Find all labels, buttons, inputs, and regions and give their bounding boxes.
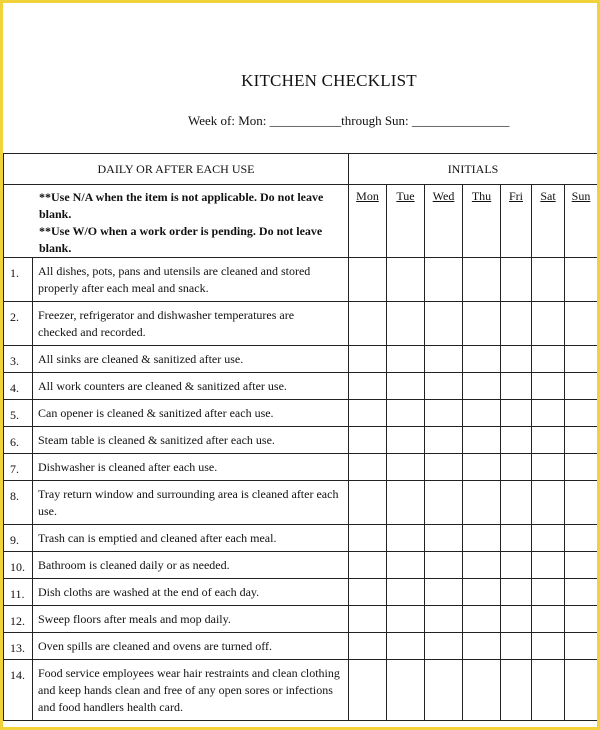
initials-cell-sun[interactable] bbox=[565, 660, 598, 721]
task-cell bbox=[33, 427, 349, 454]
notes-row bbox=[4, 185, 598, 258]
initials-cell-fri[interactable] bbox=[501, 552, 532, 579]
initials-cell-fri[interactable] bbox=[501, 454, 532, 481]
section-header: DAILY OR AFTER EACH USE bbox=[4, 154, 349, 185]
initials-cell-thu[interactable] bbox=[463, 579, 501, 606]
initials-cell-tue[interactable] bbox=[387, 606, 425, 633]
initials-cell-wed[interactable] bbox=[425, 427, 463, 454]
task-row bbox=[4, 633, 598, 660]
initials-cell-tue[interactable] bbox=[387, 346, 425, 373]
initials-cell-sun[interactable] bbox=[565, 481, 598, 525]
initials-cell-fri[interactable] bbox=[501, 481, 532, 525]
initials-cell-mon[interactable] bbox=[349, 258, 387, 302]
task-cell bbox=[33, 660, 349, 721]
initials-cell-sun[interactable] bbox=[565, 302, 598, 346]
task-description: Bathroom is cleaned daily or as needed. bbox=[38, 558, 230, 572]
initials-cell-tue[interactable] bbox=[387, 660, 425, 721]
initials-cell-sat[interactable] bbox=[532, 400, 565, 427]
task-description: All work counters are cleaned & sanitized after use. bbox=[38, 379, 287, 393]
task-number: 5. bbox=[4, 400, 33, 427]
initials-cell-thu[interactable] bbox=[463, 552, 501, 579]
initials-cell-thu[interactable] bbox=[463, 525, 501, 552]
initials-cell-wed[interactable] bbox=[425, 258, 463, 302]
initials-cell-sat[interactable] bbox=[532, 346, 565, 373]
initials-cell-tue[interactable] bbox=[387, 400, 425, 427]
task-cell bbox=[33, 606, 349, 633]
initials-cell-wed[interactable] bbox=[425, 525, 463, 552]
initials-cell-mon[interactable] bbox=[349, 606, 387, 633]
task-row bbox=[4, 525, 598, 552]
initials-cell-tue[interactable] bbox=[387, 525, 425, 552]
initials-cell-wed[interactable] bbox=[425, 373, 463, 400]
initials-cell-sun[interactable] bbox=[565, 427, 598, 454]
initials-cell-mon[interactable] bbox=[349, 481, 387, 525]
initials-cell-sun[interactable] bbox=[565, 258, 598, 302]
task-description: Tray return window and surrounding area is cleaned after each use. bbox=[38, 487, 339, 518]
task-number: 4. bbox=[4, 373, 33, 400]
task-number: 2. bbox=[4, 302, 33, 346]
initials-cell-mon[interactable] bbox=[349, 400, 387, 427]
task-description: Trash can is emptied and cleaned after each meal. bbox=[38, 531, 277, 545]
initials-cell-tue[interactable] bbox=[387, 633, 425, 660]
initials-cell-sun[interactable] bbox=[565, 633, 598, 660]
note-na: **Use N/A when the item is not applicable. Do not leave blank. bbox=[39, 190, 324, 221]
initials-cell-tue[interactable] bbox=[387, 552, 425, 579]
initials-cell-thu[interactable] bbox=[463, 633, 501, 660]
task-number: 10. bbox=[4, 552, 33, 579]
initials-cell-mon[interactable] bbox=[349, 525, 387, 552]
task-row bbox=[4, 400, 598, 427]
initials-cell-sun[interactable] bbox=[565, 454, 598, 481]
task-cell bbox=[33, 373, 349, 400]
task-description: All sinks are cleaned & sanitized after use. bbox=[38, 352, 244, 366]
initials-cell-sun[interactable] bbox=[565, 373, 598, 400]
initials-cell-thu[interactable] bbox=[463, 302, 501, 346]
page-title: KITCHEN CHECKLIST bbox=[241, 71, 417, 90]
initials-cell-wed[interactable] bbox=[425, 346, 463, 373]
initials-cell-sat[interactable] bbox=[532, 525, 565, 552]
initials-cell-sun[interactable] bbox=[565, 400, 598, 427]
task-number: 14. bbox=[4, 660, 33, 721]
task-description: Food service employees wear hair restraints and clean clothing and keep hands clean and free of any open sores or infections and food handlers health card. bbox=[38, 666, 340, 714]
initials-cell-mon[interactable] bbox=[349, 346, 387, 373]
initials-cell-thu[interactable] bbox=[463, 606, 501, 633]
task-cell bbox=[33, 346, 349, 373]
task-row bbox=[4, 258, 598, 302]
task-row bbox=[4, 552, 598, 579]
task-description: Can opener is cleaned & sanitized after each use. bbox=[38, 406, 274, 420]
initials-cell-thu[interactable] bbox=[463, 427, 501, 454]
initials-cell-mon[interactable] bbox=[349, 454, 387, 481]
initials-cell-fri[interactable] bbox=[501, 660, 532, 721]
task-number: 12. bbox=[4, 606, 33, 633]
task-row bbox=[4, 373, 598, 400]
task-description: All dishes, pots, pans and utensils are cleaned and stored properly after each meal and snack. bbox=[38, 264, 311, 295]
initials-cell-wed[interactable] bbox=[425, 552, 463, 579]
day-header-thu: Thu bbox=[463, 185, 501, 258]
task-number: 3. bbox=[4, 346, 33, 373]
initials-cell-sun[interactable] bbox=[565, 552, 598, 579]
day-header-sun: Sun bbox=[565, 185, 598, 258]
task-cell bbox=[33, 579, 349, 606]
task-row bbox=[4, 427, 598, 454]
initials-cell-mon[interactable] bbox=[349, 373, 387, 400]
initials-cell-thu[interactable] bbox=[463, 454, 501, 481]
initials-cell-tue[interactable] bbox=[387, 302, 425, 346]
task-number: 9. bbox=[4, 525, 33, 552]
initials-cell-wed[interactable] bbox=[425, 400, 463, 427]
task-cell bbox=[33, 525, 349, 552]
initials-cell-mon[interactable] bbox=[349, 427, 387, 454]
task-description: Dishwasher is cleaned after each use. bbox=[38, 460, 218, 474]
initials-cell-sun[interactable] bbox=[565, 579, 598, 606]
initials-cell-tue[interactable] bbox=[387, 579, 425, 606]
task-row bbox=[4, 346, 598, 373]
initials-cell-tue[interactable] bbox=[387, 373, 425, 400]
initials-cell-sat[interactable] bbox=[532, 373, 565, 400]
task-description: Sweep floors after meals and mop daily. bbox=[38, 612, 231, 626]
initials-cell-wed[interactable] bbox=[425, 481, 463, 525]
task-number: 7. bbox=[4, 454, 33, 481]
initials-cell-wed[interactable] bbox=[425, 454, 463, 481]
initials-cell-tue[interactable] bbox=[387, 454, 425, 481]
day-header-sat: Sat bbox=[532, 185, 565, 258]
initials-cell-fri[interactable] bbox=[501, 579, 532, 606]
initials-header: INITIALS bbox=[349, 154, 598, 185]
initials-cell-sat[interactable] bbox=[532, 660, 565, 721]
checklist-page bbox=[3, 3, 597, 727]
initials-cell-sat[interactable] bbox=[532, 258, 565, 302]
initials-cell-wed[interactable] bbox=[425, 633, 463, 660]
task-number: 1. bbox=[4, 258, 33, 302]
initials-cell-mon[interactable] bbox=[349, 660, 387, 721]
initials-cell-sat[interactable] bbox=[532, 552, 565, 579]
initials-cell-sun[interactable] bbox=[565, 525, 598, 552]
initials-cell-fri[interactable] bbox=[501, 633, 532, 660]
task-number: 13. bbox=[4, 633, 33, 660]
task-cell bbox=[33, 481, 349, 525]
checklist-table bbox=[3, 153, 597, 721]
initials-cell-fri[interactable] bbox=[501, 302, 532, 346]
task-row bbox=[4, 454, 598, 481]
task-row bbox=[4, 579, 598, 606]
initials-cell-thu[interactable] bbox=[463, 481, 501, 525]
initials-cell-thu[interactable] bbox=[463, 258, 501, 302]
day-header-mon: Mon bbox=[349, 185, 387, 258]
week-of-line: Week of: Mon: ___________through Sun: _______________ bbox=[188, 113, 510, 128]
task-row bbox=[4, 302, 598, 346]
header-row bbox=[4, 154, 598, 185]
initials-cell-tue[interactable] bbox=[387, 427, 425, 454]
task-description: Dish cloths are washed at the end of each day. bbox=[38, 585, 260, 599]
task-cell bbox=[33, 454, 349, 481]
initials-cell-fri[interactable] bbox=[501, 400, 532, 427]
initials-cell-sun[interactable] bbox=[565, 606, 598, 633]
initials-cell-thu[interactable] bbox=[463, 373, 501, 400]
task-cell bbox=[33, 552, 349, 579]
initials-cell-sat[interactable] bbox=[532, 302, 565, 346]
initials-cell-tue[interactable] bbox=[387, 481, 425, 525]
initials-cell-mon[interactable] bbox=[349, 302, 387, 346]
initials-cell-thu[interactable] bbox=[463, 346, 501, 373]
initials-cell-sat[interactable] bbox=[532, 606, 565, 633]
initials-cell-sat[interactable] bbox=[532, 633, 565, 660]
task-row bbox=[4, 606, 598, 633]
task-cell bbox=[33, 400, 349, 427]
initials-cell-mon[interactable] bbox=[349, 633, 387, 660]
instructions-note bbox=[4, 185, 349, 258]
day-header-wed: Wed bbox=[425, 185, 463, 258]
day-header-fri: Fri bbox=[501, 185, 532, 258]
initials-cell-wed[interactable] bbox=[425, 606, 463, 633]
initials-cell-mon[interactable] bbox=[349, 579, 387, 606]
initials-cell-thu[interactable] bbox=[463, 660, 501, 721]
initials-cell-wed[interactable] bbox=[425, 579, 463, 606]
initials-cell-wed[interactable] bbox=[425, 660, 463, 721]
initials-cell-sat[interactable] bbox=[532, 579, 565, 606]
initials-cell-fri[interactable] bbox=[501, 258, 532, 302]
initials-cell-fri[interactable] bbox=[501, 346, 532, 373]
initials-cell-sat[interactable] bbox=[532, 427, 565, 454]
task-row bbox=[4, 660, 598, 721]
initials-cell-sat[interactable] bbox=[532, 454, 565, 481]
initials-cell-wed[interactable] bbox=[425, 302, 463, 346]
initials-cell-sun[interactable] bbox=[565, 346, 598, 373]
note-wo: **Use W/O when a work order is pending. Do not leave blank. bbox=[39, 224, 323, 255]
task-number: 6. bbox=[4, 427, 33, 454]
task-cell bbox=[33, 302, 349, 346]
task-description: Freezer, refrigerator and dishwasher temperatures are checked and recorded. bbox=[38, 308, 295, 339]
task-row bbox=[4, 481, 598, 525]
initials-cell-fri[interactable] bbox=[501, 606, 532, 633]
task-cell bbox=[33, 258, 349, 302]
day-header-tue: Tue bbox=[387, 185, 425, 258]
initials-cell-thu[interactable] bbox=[463, 400, 501, 427]
task-number: 11. bbox=[4, 579, 33, 606]
task-description: Oven spills are cleaned and ovens are turned off. bbox=[38, 639, 273, 653]
task-description: Steam table is cleaned & sanitized after each use. bbox=[38, 433, 275, 447]
task-cell bbox=[33, 633, 349, 660]
initials-cell-fri[interactable] bbox=[501, 373, 532, 400]
initials-cell-mon[interactable] bbox=[349, 552, 387, 579]
initials-cell-tue[interactable] bbox=[387, 258, 425, 302]
initials-cell-fri[interactable] bbox=[501, 525, 532, 552]
initials-cell-fri[interactable] bbox=[501, 427, 532, 454]
initials-cell-sat[interactable] bbox=[532, 481, 565, 525]
task-number: 8. bbox=[4, 481, 33, 525]
